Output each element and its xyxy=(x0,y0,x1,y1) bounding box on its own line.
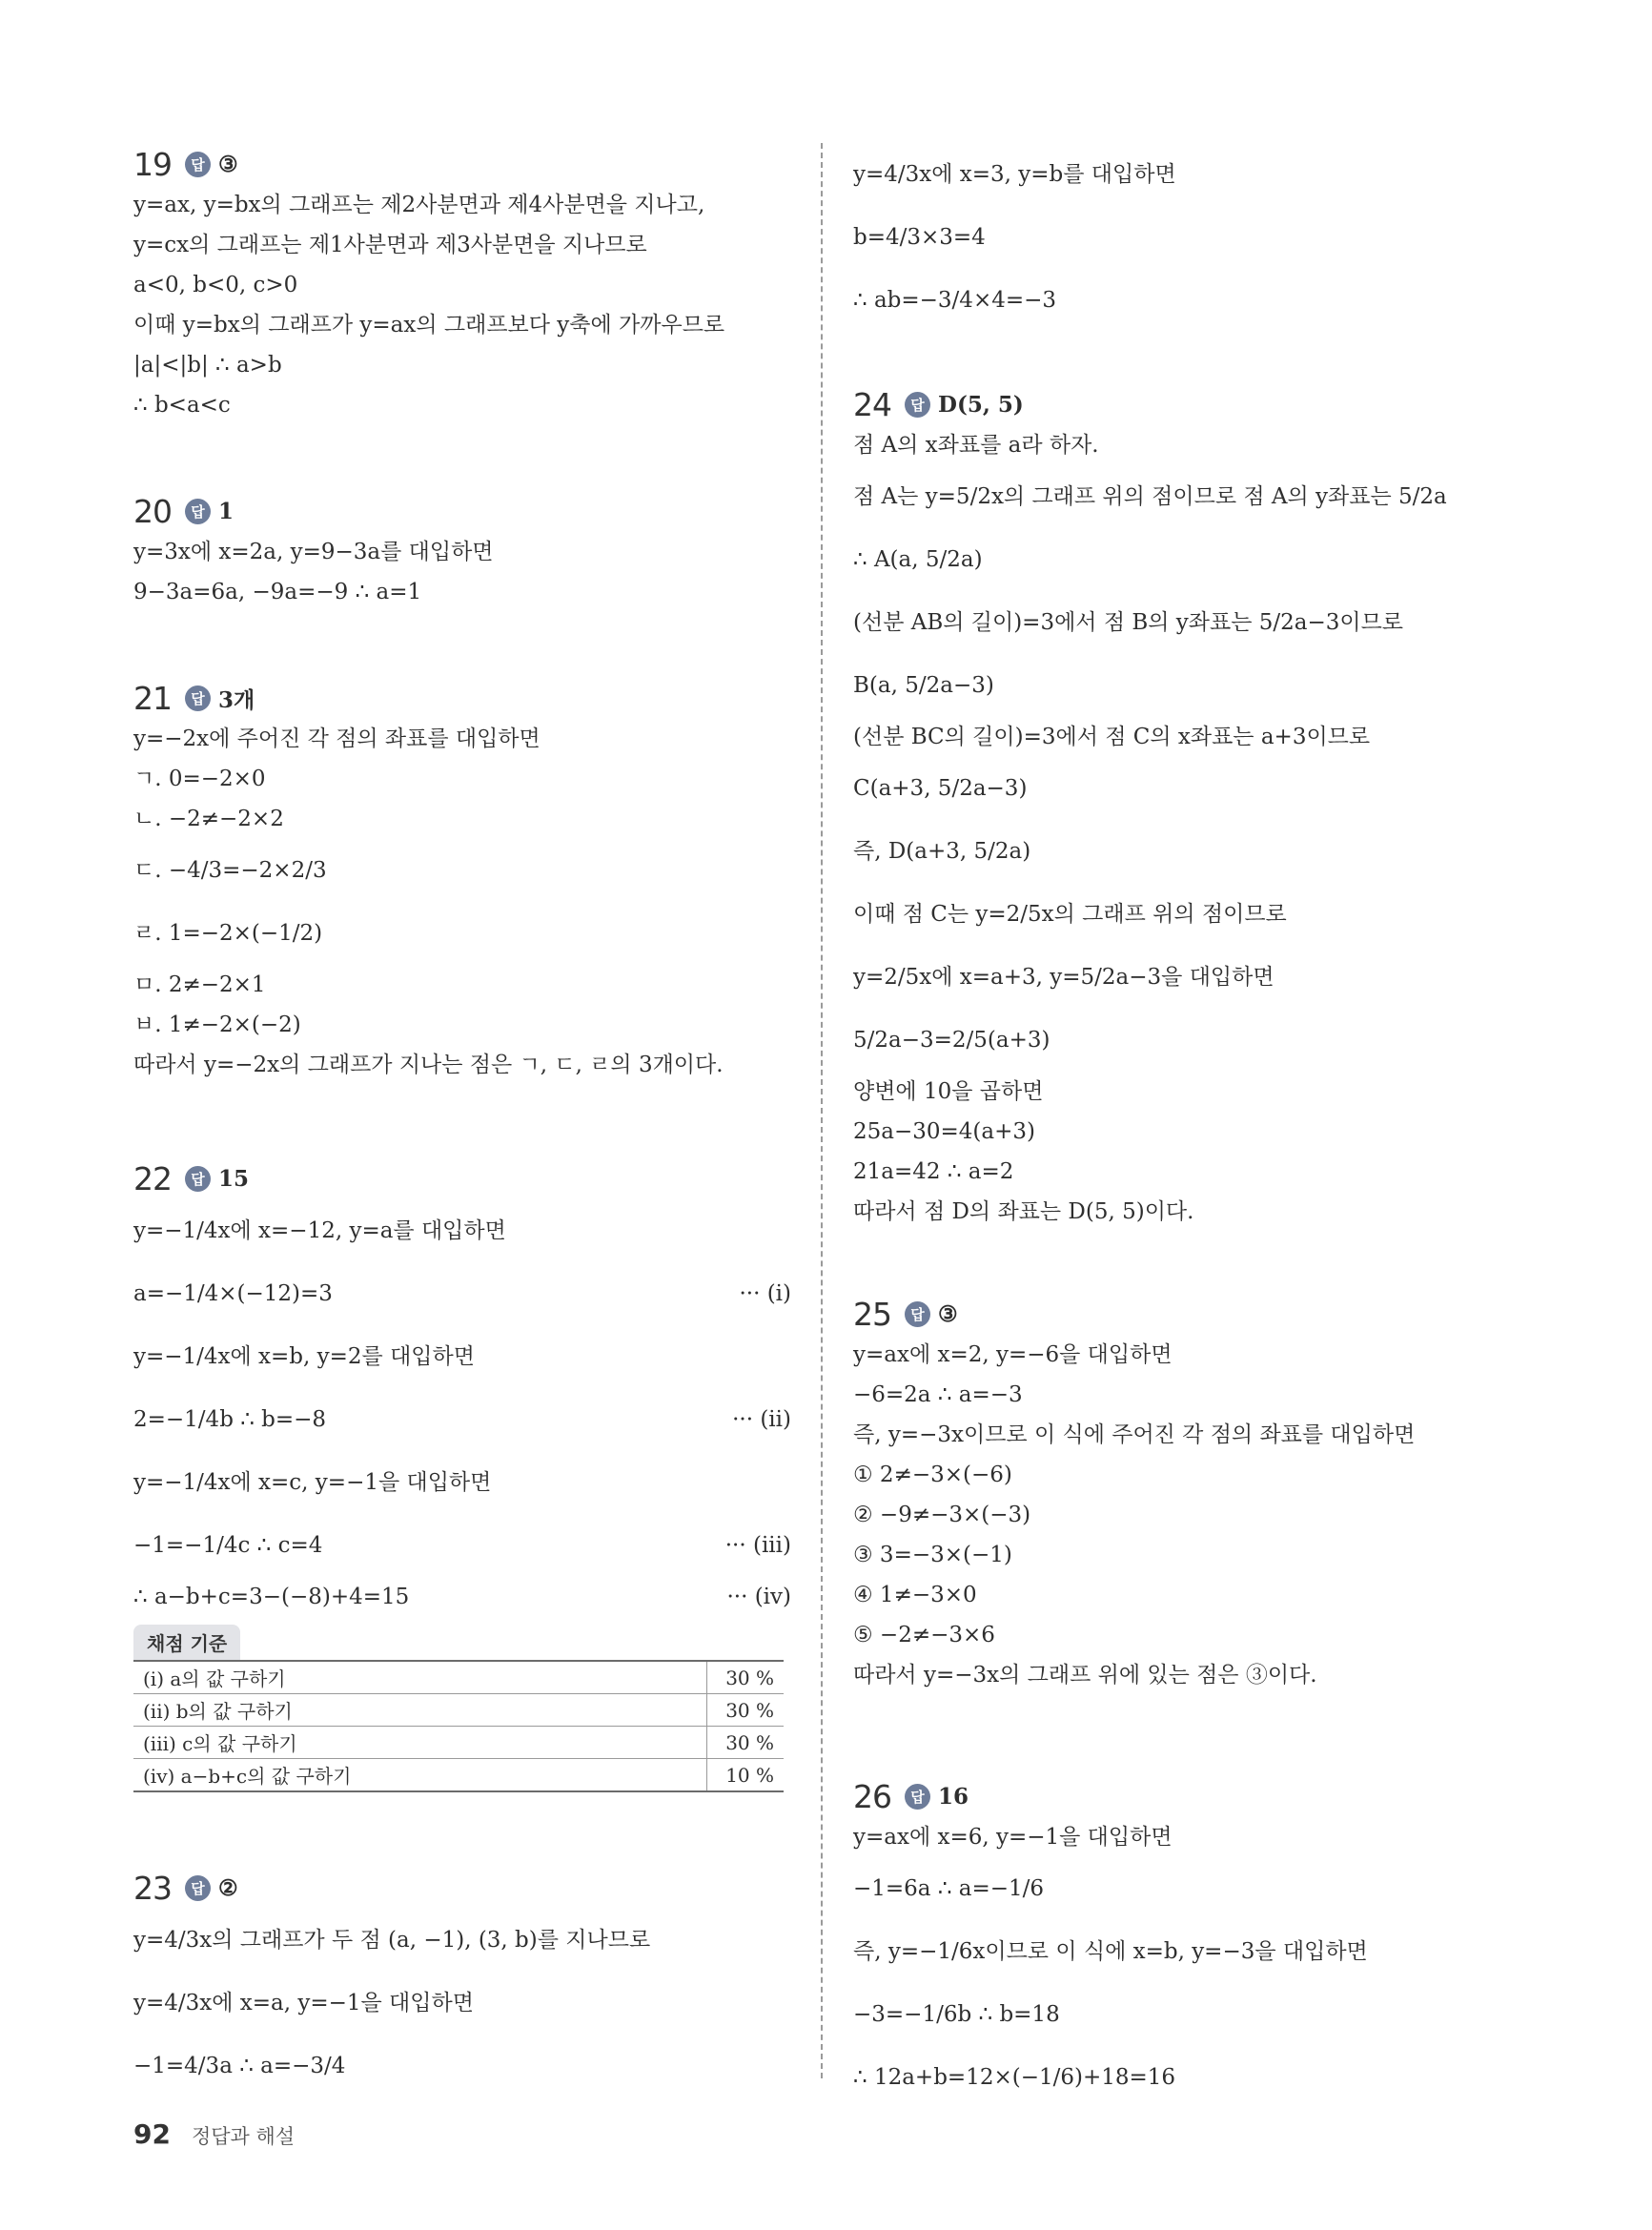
solution-line: y=ax에 x=6, y=−1을 대입하면 xyxy=(853,1825,1173,1850)
problem-header xyxy=(133,1867,791,1909)
problem-header xyxy=(133,677,791,719)
rubric-percent: 30 % xyxy=(707,1694,785,1727)
problem-number: 19 xyxy=(133,145,172,183)
page-label: 정답과 해설 xyxy=(191,2125,296,2148)
solution-line: −3=−1/6b ∴ b=18 xyxy=(853,2002,1060,2027)
solution-line: y=ax에 x=2, y=−6을 대입하면 xyxy=(853,1342,1173,1367)
answer-badge-icon: 답 xyxy=(185,1166,211,1192)
step-marker: ··· (i) xyxy=(739,1281,791,1306)
answer-badge-icon: 답 xyxy=(185,499,211,524)
answer-value: 1 xyxy=(218,498,235,524)
problem-23-continued xyxy=(853,143,1511,332)
answer-value: 16 xyxy=(938,1783,969,1810)
problem-number: 23 xyxy=(133,1869,172,1907)
solution-line: −1=4/3a ∴ a=−3/4 xyxy=(133,2054,346,2078)
solution-text: ∴ a−b+c=3−(−8)+4=15 xyxy=(133,1585,410,1609)
problem-header xyxy=(853,383,1511,425)
solution-line: ① 2≠−3×(−6) xyxy=(853,1463,1012,1487)
solution-line: ㄴ. −2≠−2×2 xyxy=(133,807,284,831)
solution-line: y=−1/4x에 x=−12, y=a를 대입하면 xyxy=(133,1218,506,1243)
rubric-table xyxy=(133,1660,784,1792)
solution-line: 점 A는 y=5/2x의 그래프 위의 점이므로 점 A의 y좌표는 5/2a xyxy=(853,484,1447,509)
solution-line xyxy=(133,1514,791,1577)
solution-line: y=−1/4x에 x=c, y=−1을 대입하면 xyxy=(133,1470,492,1495)
solution-line: −6=2a ∴ a=−3 xyxy=(853,1382,1023,1407)
solution-text: 2=−1/4b ∴ b=−8 xyxy=(133,1407,327,1432)
answer-value: ② xyxy=(218,1874,238,1901)
solution-line: ㄹ. 1=−2×(−1/2) xyxy=(133,921,323,946)
problem-number: 25 xyxy=(853,1295,891,1333)
solution-line: y=−2x에 주어진 각 점의 좌표를 대입하면 xyxy=(133,726,540,751)
problem-22 xyxy=(133,1157,791,1796)
rubric-item: (ii) b의 값 구하기 xyxy=(133,1694,707,1727)
rubric-item: (iii) c의 값 구하기 xyxy=(133,1727,707,1759)
solution-line: y=−1/4x에 x=b, y=2를 대입하면 xyxy=(133,1344,475,1369)
problem-23 xyxy=(133,1867,791,2097)
solution-line: y=4/3x의 그래프가 두 점 (a, −1), (3, b)를 지나므로 xyxy=(133,1928,651,1953)
solution-line: y=2/5x에 x=a+3, y=5/2a−3을 대입하면 xyxy=(853,965,1275,990)
solution-line: 즉, D(a+3, 5/2a) xyxy=(853,839,1031,864)
solution-line: (선분 BC의 길이)=3에서 점 C의 x좌표는 a+3이므로 xyxy=(853,725,1371,749)
problem-19 xyxy=(133,143,791,425)
problem-number: 24 xyxy=(853,385,891,423)
page-number: 92 xyxy=(133,2118,171,2150)
rubric-percent: 30 % xyxy=(707,1727,785,1759)
answer-badge-icon: 답 xyxy=(185,152,211,177)
solution-line: 즉, y=−3x이므로 이 식에 주어진 각 점의 좌표를 대입하면 xyxy=(853,1422,1416,1447)
rubric-row xyxy=(133,1694,784,1727)
problem-24 xyxy=(853,383,1511,1232)
solution-line: 5/2a−3=2/5(a+3) xyxy=(853,1028,1050,1053)
solution-line: ㅁ. 2≠−2×1 xyxy=(133,972,266,997)
problem-20 xyxy=(133,490,791,612)
problem-header xyxy=(853,1293,1511,1335)
solution-line: 이때 점 C는 y=2/5x의 그래프 위의 점이므로 xyxy=(853,902,1287,927)
solution-line: y=cx의 그래프는 제1사분면과 제3사분면을 지나므로 xyxy=(133,233,647,257)
solution-text: a=−1/4×(−12)=3 xyxy=(133,1281,333,1306)
rubric-row xyxy=(133,1759,784,1792)
solution-text: −1=−1/4c ∴ c=4 xyxy=(133,1533,323,1558)
solution-line: y=4/3x에 x=a, y=−1을 대입하면 xyxy=(133,1991,474,2015)
step-marker: ··· (iii) xyxy=(724,1533,791,1558)
problem-25 xyxy=(853,1293,1511,1695)
answer-badge-icon: 답 xyxy=(905,1784,930,1810)
problem-number: 21 xyxy=(133,679,172,717)
answer-value: ③ xyxy=(938,1300,958,1327)
problem-21 xyxy=(133,677,791,1085)
solution-line: ㅂ. 1≠−2×(−2) xyxy=(133,1013,301,1037)
problem-header xyxy=(133,1157,791,1199)
solution-line: 이때 y=bx의 그래프가 y=ax의 그래프보다 y축에 가까우므로 xyxy=(133,313,725,338)
solution-line: ④ 1≠−3×0 xyxy=(853,1583,977,1607)
step-marker: ··· (ii) xyxy=(732,1407,791,1432)
problem-header xyxy=(133,490,791,532)
solution-line: 점 A의 x좌표를 a라 하자. xyxy=(853,433,1099,458)
answer-badge-icon: 답 xyxy=(905,1301,930,1327)
solution-line: a<0, b<0, c>0 xyxy=(133,273,298,297)
answer-badge-icon: 답 xyxy=(185,685,211,711)
solution-line: ∴ b<a<c xyxy=(133,393,231,418)
answer-value: D(5, 5) xyxy=(938,391,1024,418)
rubric-percent: 30 % xyxy=(707,1661,785,1694)
answer-badge-icon: 답 xyxy=(185,1875,211,1901)
problem-26 xyxy=(853,1775,1511,2109)
page-footer xyxy=(133,2118,295,2150)
solution-line: ㄱ. 0=−2×0 xyxy=(133,767,266,791)
solution-line: C(a+3, 5/2a−3) xyxy=(853,776,1028,801)
solution-line: ⑤ −2≠−3×6 xyxy=(853,1623,995,1647)
answer-value: 3개 xyxy=(218,686,255,713)
solution-line: ② −9≠−3×(−3) xyxy=(853,1503,1031,1527)
rubric-percent: 10 % xyxy=(707,1759,785,1792)
solution-line: 21a=42 ∴ a=2 xyxy=(853,1159,1014,1184)
solution-line: 따라서 점 D의 좌표는 D(5, 5)이다. xyxy=(853,1199,1194,1224)
solution-line: 따라서 y=−3x의 그래프 위에 있는 점은 ③이다. xyxy=(853,1663,1317,1688)
column-divider xyxy=(821,143,823,2078)
problem-number: 22 xyxy=(133,1159,172,1197)
solution-line: 양변에 10을 곱하면 xyxy=(853,1079,1044,1104)
problem-header xyxy=(853,1775,1511,1817)
rubric-item: (i) a의 값 구하기 xyxy=(133,1661,707,1694)
solution-line: 9−3a=6a, −9a=−9 ∴ a=1 xyxy=(133,580,422,604)
solution-line: (선분 AB의 길이)=3에서 점 B의 y좌표는 5/2a−3이므로 xyxy=(853,610,1404,635)
answer-value: ③ xyxy=(218,151,238,177)
step-marker: ··· (iv) xyxy=(726,1585,791,1609)
solution-line: B(a, 5/2a−3) xyxy=(853,673,994,698)
problem-header xyxy=(133,143,791,185)
answer-badge-icon: 답 xyxy=(905,392,930,418)
solution-line: y=4/3x에 x=3, y=b를 대입하면 xyxy=(853,162,1176,187)
rubric-item: (iv) a−b+c의 값 구하기 xyxy=(133,1759,707,1792)
problem-number: 26 xyxy=(853,1777,891,1815)
solution-line: ∴ 12a+b=12×(−1/6)+18=16 xyxy=(853,2065,1176,2090)
rubric-row xyxy=(133,1661,784,1694)
solution-line: |a|<|b| ∴ a>b xyxy=(133,353,282,378)
solution-line: −1=6a ∴ a=−1/6 xyxy=(853,1876,1045,1901)
solution-line: b=4/3×3=4 xyxy=(853,225,986,250)
solution-line xyxy=(133,1577,791,1617)
solution-line: ③ 3=−3×(−1) xyxy=(853,1543,1012,1567)
solution-line: 따라서 y=−2x의 그래프가 지나는 점은 ㄱ, ㄷ, ㄹ의 3개이다. xyxy=(133,1053,724,1077)
problem-number: 20 xyxy=(133,492,172,530)
rubric-row xyxy=(133,1727,784,1759)
solution-line: y=ax, y=bx의 그래프는 제2사분면과 제4사분면을 지나고, xyxy=(133,193,705,217)
solution-line: ㄷ. −4/3=−2×2/3 xyxy=(133,858,327,883)
solution-line xyxy=(133,1388,791,1451)
solution-line: y=3x에 x=2a, y=9−3a를 대입하면 xyxy=(133,540,494,564)
scoring-rubric xyxy=(133,1625,784,1792)
solution-line: 25a−30=4(a+3) xyxy=(853,1119,1035,1144)
solution-line xyxy=(133,1262,791,1325)
solution-line: ∴ A(a, 5/2a) xyxy=(853,547,983,572)
solution-line: 즉, y=−1/6x이므로 이 식에 x=b, y=−3을 대입하면 xyxy=(853,1939,1368,1964)
answer-value: 15 xyxy=(218,1165,250,1192)
rubric-title: 채점 기준 xyxy=(133,1625,240,1660)
solution-line: ∴ ab=−3/4×4=−3 xyxy=(853,288,1057,313)
